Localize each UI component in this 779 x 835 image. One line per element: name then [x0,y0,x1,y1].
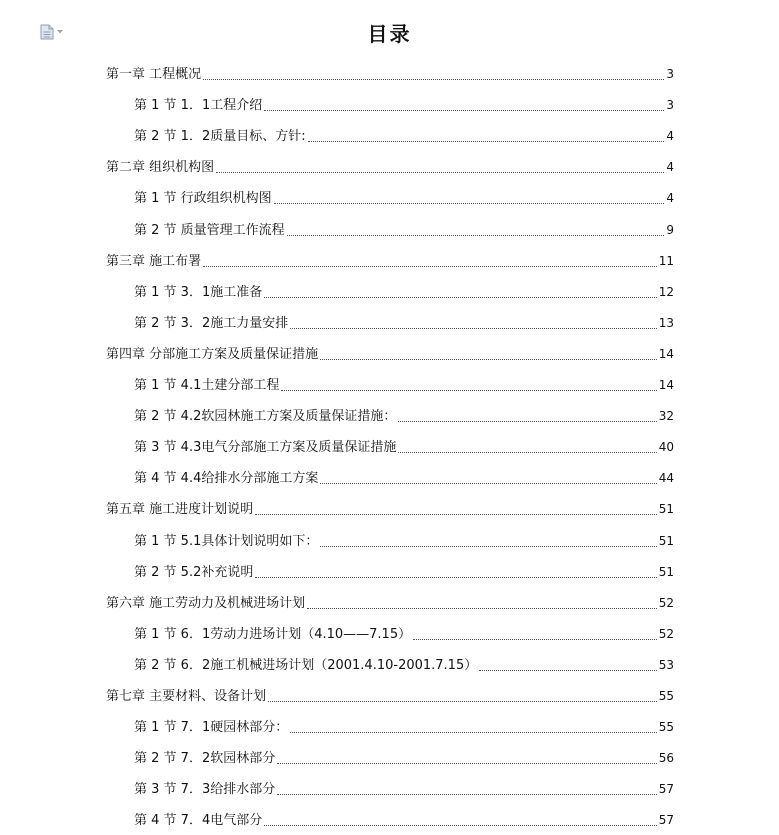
toc-entry-text: 第 1 节 6．1劳动力进场计划（4.10——7.15） [134,626,412,642]
toc-section-entry[interactable] [106,180,674,211]
toc-dot-leader [281,389,656,391]
toc-entry-text: 第 1 节 7．1硬园林部分： [134,720,289,736]
toc-chapter-entry[interactable] [106,56,674,87]
toc-section-entry[interactable] [106,709,674,740]
toc-page-number: 55 [658,720,674,735]
toc-dot-leader [479,669,656,671]
toc-section-entry[interactable] [106,554,674,585]
toc-page-number: 9 [666,222,674,237]
toc-dot-leader [255,576,656,578]
toc-page-number: 51 [658,502,674,517]
toc-section-entry[interactable] [106,305,674,336]
toc-chapter-entry[interactable] [106,678,674,709]
toc-dot-leader [307,607,657,609]
toc-page-number: 40 [658,440,674,455]
toc-dot-leader [264,296,657,298]
toc-entry-text: 第二章 组织机构图 [106,160,215,176]
toc-page-number: 52 [658,626,674,641]
toc-dot-leader [413,638,657,640]
toc-page-number: 53 [658,657,674,672]
toc-section-entry[interactable] [106,522,674,553]
toc-section-entry[interactable] [106,616,674,647]
toc-dot-leader [287,234,665,236]
toc-page-number: 4 [666,129,674,144]
toc-dot-leader [398,420,656,422]
toc-section-entry[interactable] [106,118,674,149]
toc-page-number: 4 [666,191,674,206]
page-title: 目录 [367,22,412,46]
toc-chapter-entry[interactable] [106,336,674,367]
toc-dot-leader [216,171,664,173]
toc-dot-leader [268,700,657,702]
toc-entry-text: 第 1 节 1．1工程介绍 [134,98,263,114]
toc-entry-text: 第六章 施工劳动力及机械进场计划 [106,595,306,611]
toc-page-number: 57 [658,813,674,828]
toc-entry-text: 第 2 节 质量管理工作流程 [134,222,285,238]
toc-page-number: 32 [658,409,674,424]
toc-dot-leader [277,762,657,764]
toc-section-entry[interactable] [106,429,674,460]
toc-section-entry[interactable] [106,647,674,678]
toc-dot-leader [277,793,657,795]
toc-dot-leader [203,265,657,267]
toc-dot-leader [398,451,656,453]
toc-entry-text: 第一章 工程概况 [106,67,202,83]
toc-entry-text: 第 2 节 3．2施工力量安排 [134,315,289,331]
toc-entry-text: 第三章 施工布署 [106,253,202,269]
toc-dot-leader [274,202,665,204]
toc-section-entry[interactable] [106,274,674,305]
toc-dot-leader [320,358,657,360]
toc-dot-leader [264,824,657,826]
toc-section-entry[interactable] [106,398,674,429]
toc-dot-leader [320,482,656,484]
toc-entry-text: 第 4 节 4.4给排水分部施工方案 [134,471,319,487]
toc-page-number: 3 [666,67,674,82]
toc-entry-text: 第 2 节 7．2软园林部分 [134,751,276,767]
toc-page-number: 55 [658,688,674,703]
toc-section-entry[interactable] [106,87,674,118]
toc-entry-text: 第 1 节 行政组织机构图 [134,191,272,207]
toc-page-number: 14 [658,378,674,393]
toc-page-number: 57 [658,782,674,797]
toc-entry-text: 第 3 节 4.3电气分部施工方案及质量保证措施 [134,440,397,456]
toc-dot-leader [308,140,665,142]
toc-section-entry[interactable] [106,740,674,771]
toc-chapter-entry[interactable] [106,585,674,616]
toc-dot-leader [203,78,664,80]
toc-section-entry[interactable] [106,211,674,242]
toc-entry-text: 第 1 节 5.1具体计划说明如下： [134,533,319,549]
toc-entry-text: 第 2 节 4.2软园林施工方案及质量保证措施： [134,409,397,425]
toc-entry-text: 第 4 节 7．4电气部分 [134,813,263,829]
toc-dot-leader [290,731,657,733]
toc-entry-text: 第 2 节 6．2施工机械进场计划（2001.4.10-2001.7.15） [134,657,478,673]
toc-page-number: 51 [658,533,674,548]
toc-entry-text: 第 1 节 4.1土建分部工程 [134,378,280,394]
toc-entry-text: 第四章 分部施工方案及质量保证措施 [106,346,319,362]
toc-section-entry[interactable] [106,802,674,833]
toc-page-number: 14 [658,346,674,361]
toc-dot-leader [255,513,657,515]
toc-chapter-entry[interactable] [106,491,674,522]
toc-page-number: 52 [658,595,674,610]
toc-chapter-entry[interactable] [106,243,674,274]
toc-chapter-entry[interactable] [106,149,674,180]
toc-page-number: 12 [658,284,674,299]
toc-page-number: 3 [666,98,674,113]
toc-section-entry[interactable] [106,460,674,491]
toc-entry-text: 第 3 节 7．3给排水部分 [134,782,276,798]
toc-dot-leader [320,545,656,547]
table-of-contents [106,56,674,833]
toc-dot-leader [290,327,657,329]
toc-page-number: 51 [658,564,674,579]
toc-page-number: 11 [658,253,674,268]
toc-page-number: 4 [666,160,674,175]
toc-entry-text: 第 2 节 5.2补充说明 [134,564,254,580]
toc-entry-text: 第七章 主要材料、设备计划 [106,688,267,704]
toc-page-number: 56 [658,751,674,766]
toc-entry-text: 第 1 节 3．1施工准备 [134,284,263,300]
toc-section-entry[interactable] [106,771,674,802]
toc-entry-text: 第 2 节 1．2质量目标、方针: [134,129,306,145]
toc-page-number: 44 [658,471,674,486]
toc-entry-text: 第五章 施工进度计划说明 [106,502,254,518]
toc-dot-leader [264,109,664,111]
toc-page-number: 13 [658,315,674,330]
toc-section-entry[interactable] [106,367,674,398]
